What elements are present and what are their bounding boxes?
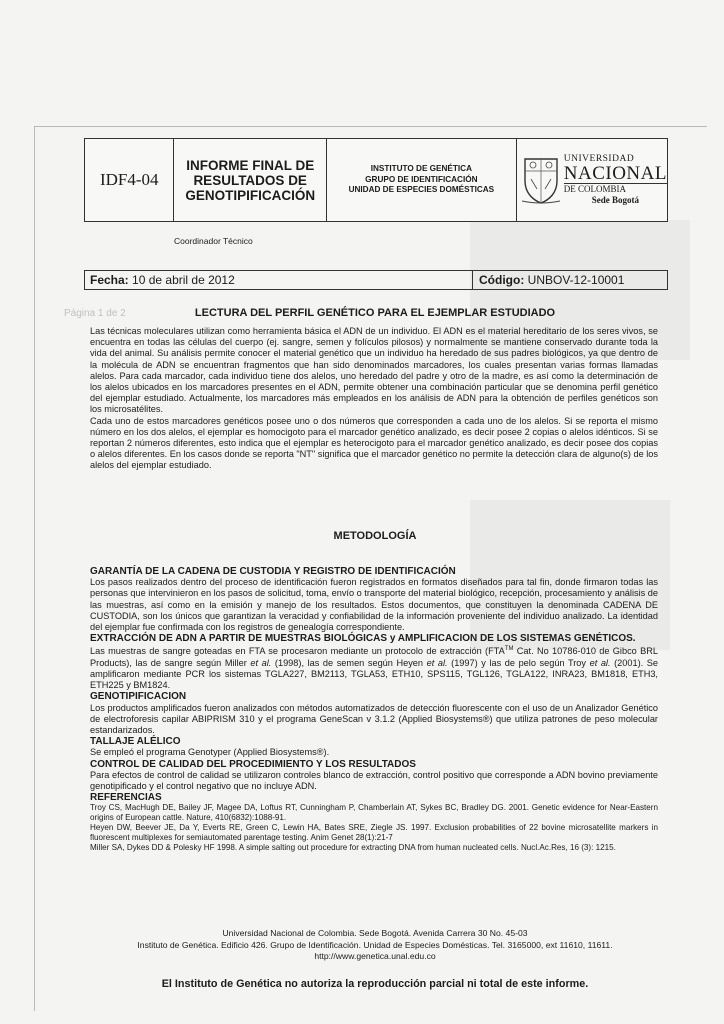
allele-sizing-heading: TALLAJE ALÉLICO [90,736,181,748]
document-code: IDF4-04 [85,139,174,221]
quality-control-heading: CONTROL DE CALIDAD DEL PROCEDIMIENTO Y LOS RESULTADOS [90,758,416,770]
report-info-bar [84,270,668,290]
footer-contact: Instituto de Genética. Edificio 426. Grupo de Identificación. Unidad de Especies Domésticas. Tel. 3165000, ext 11610, 11611. [137,939,613,950]
page-number: Página 1 de 2 [64,308,126,319]
quality-control-paragraph: Para efectos de control de calidad se utilizaron controles blanco de extracción, control positivo que corresponde a ADN bovino previamente genotipificado y el control negativo que no incluye ADN. [90,769,658,791]
extraction-paragraph [90,644,658,691]
genotyping-heading: GENOTIPIFICACION [90,691,187,703]
allele-sizing-paragraph: Se empleó el programa Genotyper (Applied Biosystems®). [90,747,330,758]
university-logo [517,139,667,221]
university-name: NACIONAL [563,163,667,185]
trademark-mark: TM [504,646,514,653]
code-label: Código: [479,273,525,287]
date-value: 10 de abril de 2012 [132,273,235,287]
custody-paragraph: Los pasos realizados dentro del proceso de identificación fueron registrados en formatos diseñados para tal fin, donde firmaron todas las personas que intervinieron en los pasos de solicitud, toma, envío o transporte del material biológico, recepción, procesamiento y análisis de las muestras, así como en la emisión y manejo de los resultados. Estos documentos, que constituyen la denominada CADENA DE CUSTODIA, son los únicos que garantizan la veracidad y confiabilidad de la información proveniente del individuo analizado. La identidad del ejemplar fue confirmada con los registros de genealogía correspondiente. [90,577,658,633]
unit-name: UNIDAD DE ESPECIES DOMÉSTICAS [348,185,495,195]
custody-heading: GARANTÍA DE LA CADENA DE CUSTODIA Y REGISTRO DE IDENTIFICACIÓN [90,566,456,577]
institute-name: INSTITUTO DE GENÉTICA [370,164,472,174]
et-al: et al. [589,657,611,668]
intro-paragraph: Las técnicas moleculares utilizan como herramienta básica el ADN de un individuo. El ADN es el material hereditario de los seres vivos, se encuentra en todas las células del cuerpo (ej. sangre, semen y folículos pilosos) y normalmente se mantiene conservado durante toda la vida del animal. Su análisis permite conocer el material genético que un individuo ha heredado de sus padres biológicos, ya que dentro de la molécula de ADN se encuentran fragmentos que han sido denominados marcadores, los cuales presentan varias formas llamadas alelos. Para cada marcador, cada individuo tiene dos alelos, uno heredado del padre y otro de la madre, es así como la determinación de los alelos ubicados en los marcadores presentes en el ADN, permite obtener una combinación particular que se denomina perfil genético del ejemplar estudiado. Actualmente, los marcadores más empleados en los análisis de ADN para la obtención de perfiles genéticos son los microsatélites. [90,326,658,415]
group-name: GRUPO DE IDENTIFICACIÓN [365,174,478,184]
report-header [84,138,668,222]
references-heading: REFERENCIAS [90,792,162,804]
extraction-text: Cat. No 10786-010 de Gibco BRL Products), las de sangre según Miller [90,646,658,668]
footer-website: http://www.genetica.unal.edu.co [314,951,436,961]
et-al: et al. [426,657,448,668]
extraction-text: Las muestras de sangre goteadas en FTA se procesaron mediante un protocolo de extracción (FTA [90,646,505,657]
page-footer [84,928,666,963]
code-value: UNBOV-12-10001 [527,273,625,287]
reference-item: Miller SA, Dykes DD & Polesky HF 1998. A simple salting out procedure for extracting DNA from human nucleated cells. Nucl.Ac.Res, 16 (3): 1215. [90,843,616,853]
reference-item: Troy CS, MacHugh DE, Bailey JF, Magee DA, Loftus RT, Cunningham P, Chamberlain AT, Sykes BC, Bradley DG. 2001. Genetic evidence for Near-Eastern origins of European cattle. Nature, 410(6832):1088-91. [90,803,658,823]
university-campus: Sede Bogotá [591,195,639,206]
code-field [472,271,667,289]
intro-paragraph: Cada uno de estos marcadores genéticos posee uno o dos números que corresponden a cada uno de los alelos. Si se reporta el mismo número en los dos alelos, el ejemplar es homocigoto para el marcador genético analizado, es decir posee 2 copias o alelos idénticos. Si se reportan 2 números diferentes, esto indica que el ejemplar es heterocigoto para el marcador genético analizado, es decir posee dos copias o alelos diferentes. En los casos donde se reporta "NT" significa que el marcador genético no permite la detección clara de alguno(s) de los alelos del ejemplar estudiado. [90,415,658,471]
extraction-text: (2001). Se amplificaron mediante PCR los sistemas TGLA227, BM2113, TGLA53, ETH10, SPS115, TGL126, TGLA122, INRA23, BM1818, ETH3, ETH225 y BM1824. [90,657,659,691]
university-country: DE COLOMBIA [564,183,667,194]
institute-block [327,139,517,221]
intro-text [90,326,658,472]
extraction-text: (1998), las de semen según Heyen [271,657,427,668]
extraction-text: (1997) y las de pelo según Troy [447,657,590,668]
disclaimer: El Instituto de Genética no autoriza la reproducción parcial ni total de este informe. [161,978,589,990]
extraction-heading: EXTRACCIÓN DE ADN A PARTIR DE MUESTRAS BIOLÓGICAS y AMPLIFICACION DE LOS SISTEMAS GENÉTICOS. [90,633,636,645]
coordinator-label: Coordinador Técnico [174,236,253,246]
section-title: LECTURA DEL PERFIL GENÉTICO PARA EL EJEMPLAR ESTUDIADO [194,307,556,319]
genotyping-paragraph: Los productos amplificados fueron analizados con métodos automatizados de detección fluorescente con el uso de un Analizador Genético de electroforesis capilar ABIPRISM 310 y el programa GeneScan v 3.1.2 (Applied Biosystems®) que utiliza patrones de peso molecular estandarizados. [90,702,658,735]
date-field [85,273,472,287]
university-label: UNIVERSIDAD [563,153,635,164]
reference-item: Heyen DW, Beever JE, Da Y, Everts RE, Green C, Lewin HA, Bates SRE, Ziegle JS. 1997. Exclusion probabilities of 22 bovine microsatellite markers in fluorescent multiplexes for semiautomated parentage testing. Anim Genet 28(1):21-7 [90,823,658,843]
date-label: Fecha: [90,273,129,287]
university-shield-icon [521,155,561,205]
methodology-text [90,566,658,853]
report-title: INFORME FINAL DE RESULTADOS DE GENOTIPIFICACIÓN [174,139,327,221]
methodology-title: METODOLOGÍA [333,530,417,542]
footer-address: Universidad Nacional de Colombia. Sede Bogotá. Avenida Carrera 30 No. 45-03 [222,928,528,938]
et-al: et al. [250,657,272,668]
